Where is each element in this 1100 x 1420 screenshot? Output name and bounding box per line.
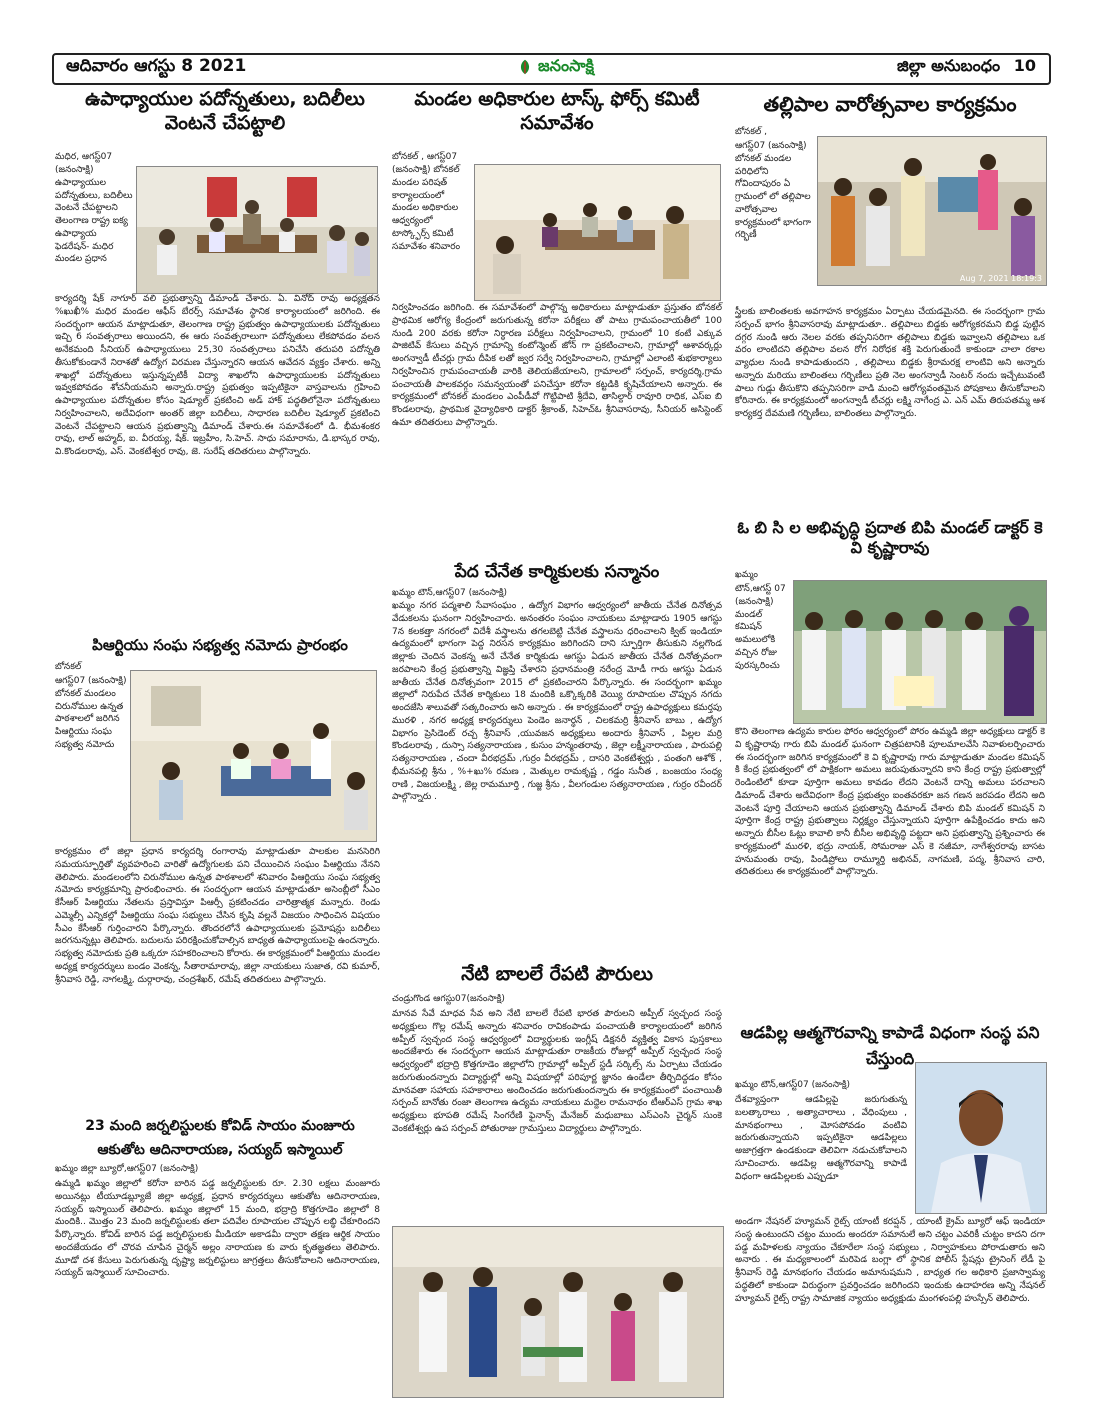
article-8-narrow-text: టౌన్,ఆగస్ట్ 07 (జనంసాక్షి) మండల్ కమిషన్ అమలులోకి వచ్చిన రోజు పురస్కరించు [735, 584, 786, 671]
article-7-photo [817, 136, 1047, 286]
article-6-title: నేటి బాలలే రేపటి పౌరులు [461, 963, 653, 985]
article-3-title: 23 మంది జర్నలిస్టులకు కోవిడ్ సాయం మంజూరు [85, 1118, 355, 1134]
book-distribution-photo-icon [393, 1227, 723, 1397]
article-9-narrow-text: దేశవ్యాప్తంగా ఆడపిల్లపై జరుగుతున్న బలత్కారాలు , అత్యాచారాలు , వేధింపులు , మానభంగాలు , మోసపోవడం వంటివి జరుగుతున్నాయని ఇప్పటికైనా ఆడపిల్లలు అజాగ్రత్తగా ఉండకుండా తెలివిగా నడుచుకోవాలని సూచించారు. ఆడపిల్ల ఆత్మగౌరవాన్ని కాపాడే విధంగా ఆడపిల్లలకు ఎప్పుడూ [735, 1095, 907, 1182]
article-5-title: పేద చేనేత కార్మికులకు సన్మానం [454, 562, 660, 582]
article-7-byline: బోనకల్ , [735, 127, 768, 137]
tribute-photo-icon [794, 581, 1046, 723]
article-6-body: మానవ సేవే మాధవ సేవ అని నేటి బాలలే రేపటి భారత పౌరులని అప్పీల్ స్వచ్ఛంద సంస్థ అధ్యక్షులు గొల్ల రమేష్ అన్నారు శనివారం రావికంపాడు పంచాయతీ కార్యాలయంలో జరిగిన అప్పీల్ స్వచ్ఛంద సంస్థ ఆధ్వర్యంలో విద్యార్థులకు ఇంగ్లీష్ డిక్షనరీ వ్యక్తిత్వ వికాస పుస్తకాలు అందజేశారు ఈ సందర్భంగా ఆయన మాట్లాడుతూ రాజకీయ రోజుల్లో అప్పీల్ స్వచ్ఛంద సంస్థ ఆధ్వర్యంలో భద్రాద్రి కొత్తగూడెం జిల్లాలోని గ్రామాల్లో అప్పీల్ స్టడీ సర్కిల్స్ ను ఏర్పాటు చేయడం జరుగుతుందన్నారు విద్యార్థుల్లో అన్ని విషయాల్లో పరిపూర్ణ జ్ఞానం ఉండేలా తీర్చిదిద్దడం కోసం మానవతా సహాయ సహకారాలు అందించడం జరుగుతుందన్నారు ఈ కార్యక్రమంలో పంచాయితీ సర్పంచ్ బానోతు రంజా తెలంగాణ ఉద్యమ నాయకులు మద్దెల రామనాథం టీఆర్ఎస్ గ్రామ శాఖ అధ్యక్షులు భూపతి రమేష్ సింగరేణి ఫైనాన్స్ మేనేజర్ మధుబాబు ఎస్ఎంసి చైర్మన్ సుంకె వెంకటేశ్వర్లు ఉప సర్పంచ్ పోతురాజు గ్రామస్తులు విద్యార్థులు పాల్గొన్నారు. [392, 1009, 722, 1134]
office-meeting-photo-icon [475, 165, 720, 300]
article-3-subtitle: ఆకుతోట ఆదినారాయణ, సయ్యద్ ఇస్మాయిల్ [97, 1142, 343, 1158]
issue-date: ఆదివారం ఆగస్టు 8 2021 [66, 56, 247, 76]
article-8-photo [793, 580, 1047, 724]
article-9-portrait [915, 1062, 1047, 1214]
article-5-body: ఖమ్మం నగర పద్మశాలి సేవాసంఘం , ఉద్యోగ విభాగం ఆధ్వర్యంలో జాతీయ చేనేత దినోత్సవ వేడుకలను ఘనంగా నిర్వహించారు. అనంతరం సంఘం నాయకులు మాట్లాడారు 1905 ఆగస్టు 7న కలకత్తా నగరంలో విదేశీ వస్త్రాలను తగలబెట్టి చేనేత వస్త్రాలను ధరించాలని క్విట్ ఇండియా ఉద్యమంలో భాగంగా పెద్ద నిరసన కార్యక్రమం జరిగిందని దాని స్ఫూర్తిగా తీసుకుని నల్లగొండ జిల్లాకు చెందిన వెంకన్న అనే చేనేత కార్మికుడు ఆగస్టు ఏడున జాతీయ చేనేత దినోత్సవంగా జరపాలని కేంద్ర ప్రభుత్వాన్ని విజ్ఞప్తి చేశారని ప్రధానమంత్రి నరేంద్ర మోడీ గారు ఆగస్టు ఏడున జాతీయ చేనేత దినోత్సవంగా 2015 లో ప్రకటించారని పేర్కొన్నారు. ఈ సందర్భంగా ఖమ్మం జిల్లాలో నిరుపేద చేనేత కార్మికులు 18 మందికి ఒక్కొక్కరికి వెయ్యి రూపాయల చొప్పున నగదు అందజేసి శాలువతో సత్కరించారు అని అన్నారు . ఈ కార్యక్రమంలో రాష్ట్ర ఉపాధ్యక్షులు కమర్తపు మురళి , నగర అధ్యక్ష కార్యదర్శులు పెండెం జనార్ధన్ , చిలకమర్రి శ్రీనివాస్ బాబు , ఉద్యోగ విభాగం ప్రెసిడెంట్ రచ్చ శ్రీనివాస్ ,యువజన అధ్యక్షులు అందారు శ్రీనివాస్ , పిల్లల మర్రి కొండలరావు , దుస్సా సత్యనారాయణ , కుసుం హన్మంతరావు , జెల్లా లక్ష్మీనారాయణ , పారుపల్లి సత్యనారాయణ , చందా వీరభద్రమ్ ,గుర్రం వీరభద్రమ్ , దాసరి వెంకటేశ్వర్లు , పంతంగి ఆశోక్ , భీమనపల్లి శ్రీను , %+ఖు% రమణ , మెత్కుల రామకృష్ణ , గడ్డం సునీత , బంజయం సంధ్య రాణి , విజయలక్ష్మి , జెల్ల రామమూర్తి , గుజ్జ శ్రీను , వీలగండుల సత్యనారాయణ , గుర్రం రవీందర్ పాల్గొన్నారు . [392, 601, 722, 803]
article-1-narrow-text: (జనంసాక్షి) ఉపాధ్యాయుల పదోన్నతులు, బదిలీలు వెంటనే చేపట్టాలని తెలంగాణ రాష్ట్ర ఐక్య ఉపాధ్యాయ ఫెడరేషన్- మధిర మండల ప్రధాన [55, 165, 133, 265]
photo-timestamp: Aug 7, 2021 18:19:3 [959, 274, 1042, 283]
article-4-narrow-text: (జనంసాక్షి) బోనకల్ మండల పరిషత్ కార్యాలయంలో మండల అధికారుల ఆధ్వర్యంలో టాస్క్ఫోర్స్ కమిటీ సమావేశం శనివారం [392, 165, 461, 252]
article-9-title: ఆడపిల్ల ఆత్మగౌరవాన్ని కాపాడే విధంగా సంస్థ పని చేస్తుంది [740, 1023, 1040, 1068]
article-7-body: స్త్రీలకు బాలింతలకు అవగాహన కార్యక్రమం ఏర్పాటు చేయడమైనది. ఈ సందర్భంగా గ్రామ సర్పంచ్ భాగం శ్రీనివాసరావు మాట్లాడుతూ.. తల్లిపాలు బిడ్డకు ఆరోగ్యకరమని బిడ్డ పుట్టిన దగ్గర నుండి ఆరు నెలల వరకు తప్పనిసరిగా తల్లిపాలు బిడ్డకు ఇవ్వాలని తల్లిపాలు ఒక వరం లాంటిదని తల్లిపాల వలన రోగ నిరోధక శక్తి పెరుగుతుందే కాకుండా చాలా రకాల వ్యాధుల నుండి కాపాడుతుందని , తల్లిపాలు బిడ్డకు శ్రీరామరక్ష లాంటివి అని అన్నారు అన్నారు మరియు బాలింతలు గర్భిణీలు ప్రతి నెల అంగన్వాడీ సెంటర్ నందు ఇచ్చేటువంటి పాలు గుడ్లు తీసుకొని తప్పనిసరిగా వాడి మంచి ఆరోగ్యవంతమైన పోషకాలు తీసుకోవాలని కోరినారు. ఈ కార్యక్రమంలో అంగన్వాడీ టీచర్లు లక్ష్మి నాగేంద్ర ఎ. ఎన్ ఎమ్ తిరుపతమ్మ ఆశ కార్యకర్త దేవమణి గర్భిణీలు, బాలింతలు పాల్గొన్నారు. [735, 307, 1045, 420]
article-8-title: ఓ బి సి ల అభివృద్ధి ప్రదాత బిపి మండల్ డాక్టర్ కె వి కృష్ణారావు [737, 518, 1043, 557]
article-9-byline: ఖమ్మం టౌన్,ఆగస్ట్07 (జనంసాక్షి) [735, 1080, 851, 1090]
article-4-byline: బోనకల్ , ఆగస్ట్07 [392, 152, 458, 162]
article-3-body: ఉమ్మడి ఖమ్మం జిల్లాలో కరోనా బారిన పడ్డ జర్నలిస్టులకు రూ. 2.30 లక్షలు మంజూరు అయినట్లు టీయూడబ్ల్యూజే జిల్లా అధ్యక్ష, ప్రధాన కార్యదర్శులు ఆకుతోట ఆదినారాయణ, సయ్యద్ ఇస్మాయిల్ తెలిపారు. ఖమ్మం జిల్లాలో 15 మంది, భద్రాద్రి కొత్తగూడెం జిల్లాలో 8 మందికి.. మొత్తం 23 మంది జర్నలిస్టులకు తలా పదివేల రూపాయల చొప్పున లబ్ధి చేకూరిందని పేర్కొన్నారు. కోవిడ్ బారిన పడ్డ జర్నలిస్టులకు మీడియా అకాడమీ ద్వారా తక్షణ ఆర్థిక సాయం అందజేయడం లో చొరవ చూపిన చైర్మన్ అల్లం నారాయణ కు వారు కృతజ్ఞతలు తెలిపారు. మూడో దశ కేసులు పెరుగుతున్న దృష్ట్యా జర్నలిస్టులు జాగ్రత్తలు తీసుకోవాలని ఆదినారాయణ, సయ్యద్ ఇస్మాయిల్ సూచించారు. [55, 1179, 380, 1279]
article-2-narrow-text: ఆగస్ట్07 (జనంసాక్షి) బోనకల్ మండలం చిరునోముల ఉన్నత పాఠశాలలో జరిగిన పిఆర్టియు సంఘ సభ్యత్వ నమోదు [55, 676, 127, 750]
page-number: 10 [1013, 56, 1036, 75]
anganwadi-photo-icon [818, 137, 1046, 285]
section-page [897, 56, 1036, 79]
article-2-body: కార్యక్రమం లో జిల్లా ప్రధాన కార్యదర్శి రంగారావు మాట్లాడుతూ పాలకుల మనసెరిగి సమయస్ఫూర్తితో వ్యవహరించి వారితో ఉద్యోగులకు పని చేయించిన సంఘం పిఆర్టియు నేనని తెలిపారు. మండలంలోని చిరునోముల ఉన్నత పాఠశాలలో శనివారం పిఆర్టియు సంఘ సభ్యత్వ నమోదు కార్యక్రమాన్ని ప్రారంభించారు. ఈ సందర్భంగా ఆయన మాట్లాడుతూ అసెంబ్లీలో సీఎం కేసీఆర్ పిఆర్టియు నేతలను ప్రస్తావిస్తూ పిఆర్సీ ప్రకటించడం చారిత్రాత్మక మన్నారు. రెండు ఎమ్మెల్సీ ఎన్నికల్లో పిఆర్టియు సంఘ సభ్యులు చేసిన కృషి వల్లనే విజయం సాధించిన విషయం సీఎం కేసీఆర్ గుర్తించారని పేర్కొన్నారు. తొందరలోనే ఉపాధ్యాయులకు ప్రమోషన్లు బదిలీలు జరగనున్నట్లు తెలిపారు. బదులను పరిరక్షించుకోవాల్సిన బాధ్యత ఉపాధ్యాయులపై ఉందన్నారు. సభ్యత్వ నమోదుకు ప్రతి ఒక్కరూ సహకరించాలని కోరారు. ఈ కార్యక్రమంలో పిఆర్టియు మండల అధ్యక్ష కార్యదర్శులు బండం వెంకన్న, సీతారామారావు, జిల్లా నాయకులు సుజాత, రవి కుమార్, శ్రీనివాస రెడ్డి, నాగలక్ష్మి, దుర్గారావు, చంద్రశేఖర్, రమేష్ తదితరులు పాల్గొన్నారు. [55, 847, 380, 985]
article-1-body: కార్యదర్శి షేక్ నాగూర్ వలి ప్రభుత్వాన్ని డిమాండ్ చేశారు. ఏ. వినోద్ రావు అధ్యక్షతన %ఖుఖీ% మధిర మండల ఆఫీస్ బేరర్స్ సమావేశం స్థానిక కార్యాలయంలో జరిగింది. ఈ సందర్భంగా ఆయన మాట్లాడుతూ, తెలంగాణ రాష్ట్ర ప్రభుత్వం ఉపాధ్యాయులకు పదోన్నతులు ఇచ్చి 6 సంవత్సరాలు అయిందని, ఈ ఆరు సంవత్సరాలుగా పదోన్నతులు లేకపోవడం వలన అనేకమంది సీనియర్ ఉపాధ్యాయులు 25,30 సంవత్సరాలు పనిచేసి తదుపరి పదోన్నతి తీసుకోకుండానే నిరాశతో ఉద్యోగ విరమణ చేస్తున్నారని ఆయన ఆవేదన వ్యక్తం చేశారు. అన్ని శాఖల్లో పదోన్నతులు ఇస్తున్నప్పటికీ విద్యా శాఖలోని ఉపాధ్యాయులకు పదోన్నతులు ఇవ్వకపోవడం శోచనీయమని అన్నారు.రాష్ట్ర ప్రభుత్వం ఇప్పటికైనా వాస్తవాలను గ్రహించి ఉపాధ్యాయుల పదోన్నతుల కోసం షెడ్యూల్ ప్రకటించి అడ్ హాక్ పద్ధతిలోనైనా పదోన్నతులు నిర్వహించాలని, అదేవిధంగా అంతర్ జిల్లా బదిలీలు, సాధారణ బదిలీల షెడ్యూల్ ప్రకటించి వెంటనే చేపట్టాలని ఆయన ప్రభుత్వాన్ని డిమాండ్ చేశారు.ఈ సమావేశంలో డి. భీమశంకర రావు, లాల్ అహ్మద్, ఐ. వీరయ్య, షేక్. ఇబ్రహీం, సి.హెచ్. సాధు సమారాను, డి.భాస్కర రావు, వి.కొండలరావు, ఎస్. వెంకటేశ్వర రావు, జె. సురేష్ తదితరులు పాల్గొన్నారు. [55, 294, 380, 458]
article-8-byline: ఖమ్మం [735, 570, 758, 580]
article-3-byline: ఖమ్మం జిల్లా బ్యూరో,ఆగస్ట్07 (జనంసాక్షి) [55, 1164, 199, 1174]
section-name: జిల్లా అనుబంధం [897, 56, 1001, 75]
leaf-logo-icon [516, 58, 534, 76]
article-4-body: నిర్వహించడం జరిగింది. ఈ సమావేశంలో పాల్గొన్న అధికారులు మాట్లాడుతూ ప్రస్తుతం బోనకల్ ప్రాథమిక ఆరోగ్య కేంద్రంలో జరుగుతున్న కరోనా పరీక్షలు తో పాటు గ్రామపంచాయతీలో 100 నుండి 200 వరకు కరోనా నిర్ధారణ పరీక్షలు నిర్వహించాలని, గ్రామంలో 10 కంటే ఎక్కువ పాజిటివ్ కేసులు వచ్చిన గ్రామాన్ని కంటోన్మెంట్ జోన్ గా ప్రకటించాలని, గ్రామాల్లో ఆశావర్కర్లు అంగన్వాడీ టీచర్లు గ్రామ దీపిక లతో జ్వర సర్వే నిర్వహించాలని, గ్రామాల్లో ఎలాంటి శుభకార్యాలు నిర్వహించిన గ్రామపంచాయతీ వారికి తెలియజేయాలని, గ్రామాలలో సర్పంచ్, కార్యదర్శి,గ్రామ పంచాయతీ పాలకవర్గం సమన్వయంతో పనిచేస్తూ కరోనా కట్టడికి కృషిచేయాలని అన్నారు. ఈ కార్యక్రమంలో బోనకల్ మండలం ఎంపీడీవో గొట్టిపాటి శ్రీదేవి, తాసిల్దార్ రావూరి రాధిక, ఎస్ఐ బి కొండలరావు, ప్రాథమిక వైద్యాధికారి డాక్టర్ శ్రీకాంత్, సిహెచ్ఓ శ్రీనివాసరావు, సీనియర్ అసిస్టెంట్ ఉమా తదితరులు పాల్గొన్నారు. [392, 303, 722, 428]
classroom-photo-icon [131, 671, 376, 841]
article-1-photo [136, 166, 378, 294]
article-9-body: అండగా నేషనల్ హ్యూమన్ రైట్స్ యాంటీ కరప్షన్ , యాంటీ క్రైమ్ బ్యూరో ఆఫ్ ఇండియా సంస్థ ఉంటుందని చట్టం ముందు అందరూ సమానులే అని చట్టం ఎవరికీ చుట్టం కాదని దగా పడ్డ మహిళలకు న్యాయం చేకూరేలా సంస్థ సభ్యులు , నిర్వాహకులు పోరాడుతారు అని అనారు . ఈ మధ్యకాలంలో మరిపెడ బంగ్లా లో స్థానిక పోలీస్ స్టేషన్లు ట్రైనింగ్ లేడీ పై శ్రీనివాస్ రెడ్డి మానభంగం చేయడం అమానుషమని , బాధ్యత గల అధికారి ప్రజాస్వామ్య పద్ధతిలో కాకుండా విరుద్ధంగా ప్రవర్తించడం జరిగిందని ఇందుకు ఉదాహరణ అన్ని నేషనల్ హ్యూమన్ రైట్స్ రాష్ట్ర సామాజిక న్యాయం అధ్యక్షుడు మంగళంపల్లి హుస్సేన్ తెలిపారు. [735, 1217, 1045, 1304]
article-5-byline: ఖమ్మం టౌన్,ఆగస్ట్07 (జనంసాక్షి) [392, 588, 508, 598]
article-6-byline: చండ్రుగొండ ఆగస్టు07(జనంసాక్షి) [392, 994, 505, 1004]
masthead-logo [490, 54, 620, 80]
article-2-byline: బోనకల్ [55, 662, 82, 672]
article-1-byline: మధిర, ఆగస్ట్07 [55, 152, 113, 162]
article-4-photo [474, 164, 721, 301]
article-8-body: కొని తెలంగాణ ఉద్యమ కారుల ఫోరం ఆధ్వర్యంలో పోరం ఉమ్మడి జిల్లా అధ్యక్షులు డాక్టర్ కె వి కృష్ణారావు గారు బిపి మండల్ ఘనంగా చిత్రపటానికి పూలమాలవేసి నివాళులర్పించారు ఈ సందర్భంగా జరిగిన కార్యక్రమంలో కె వి కృష్ణారావు గారు మాట్లాడుతూ మండల కమిషన్ కి కేంద్ర ప్రభుత్వంలో లో పాక్షికంగా అమలు జరుపుతున్నారని కాని కేంద్ర రాష్ట్ర ప్రభుత్వాల్లో రెండింటిలో కూడా పూర్తిగా అమలు కావడం లేదని వెంటనే దాన్ని అమలు పరచాలని డిమాండ్ చేశారు అదేవిధంగా కేంద్ర ప్రభుత్వం ఐంతవరకూ జన గణన జరపడం లేదని అది వెంటనే పూర్తి చేయాలని ఆయన ప్రభుత్వాన్ని డిమాండ్ చేశారు బిపి మండల్ కమిషన్ ని పూర్తిగా కేంద్ర రాష్ట్ర ప్రభుత్వాలు నిర్లక్ష్యం చేస్తున్నాయని పూర్తిగా ఉపేక్షించడం కాదు అని అన్నారు బీసీల ఓట్లు కావాలి కానీ బీసీల అభివృద్ధి పట్టదా అని ప్రభుత్వాన్ని ప్రశ్నించారు ఈ కార్యక్రమంలో మురళి, భద్రు నాయక్, సోమరాజు ఎస్ కె నజీమా, నాగేశ్వరరావు బాసట హనుమంతు రావు, పిండిప్రోలు రామ్మూర్తి అభినవ్, నాగమణి, పద్మ, శ్రీనివాస చారి, తదితరులు ఈ కార్యక్రమంలో పాల్గొన్నారు. [735, 727, 1045, 878]
masthead-name: జనంసాక్షి [538, 55, 594, 75]
article-7-title: తల్లిపాల వారోత్సవాల కార్యక్రమం [763, 92, 1017, 116]
portrait-photo-icon [916, 1063, 1046, 1213]
article-1-title: ఉపాధ్యాయుల పదోన్నతులు, బదిలీలు వెంటనే చేపట్టాలి [85, 88, 365, 134]
meeting-photo-icon [137, 167, 377, 293]
article-2-photo [130, 670, 377, 842]
article-6-photo [392, 1226, 724, 1398]
article-7-narrow-text: ఆగస్ట్07 (జనంసాక్షి) బోనకల్ మండల పరిధిలోని గోవిందాపురం ఏ గ్రామంలో లో తల్లిపాల వారోత్సవాల కార్యక్రమంలో భాగంగా గర్భిణీ [735, 141, 811, 241]
article-4-title: మండల అధికారుల టాస్క్ ఫోర్స్ కమిటీ సమావేశం [414, 88, 700, 134]
article-2-title: పిఆర్టియు సంఘ సభ్యత్వ నమోదు ప్రారంభం [92, 636, 348, 654]
